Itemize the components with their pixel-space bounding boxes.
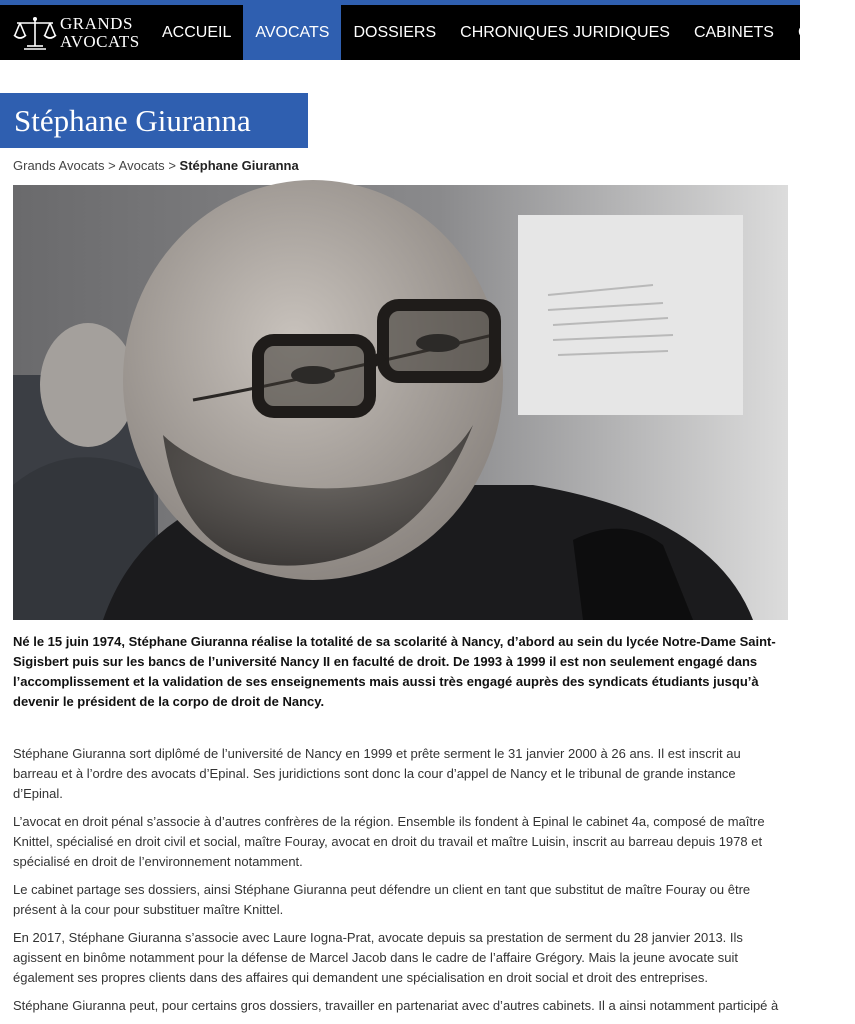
page-title: Stéphane Giuranna <box>14 103 251 138</box>
article-paragraph: Stéphane Giuranna sort diplômé de l’université de Nancy en 1999 et prête serment le 31 janvier 2000 à 26 ans. Il est inscrit au barreau et à l’ordre des avocats d’Epinal. Ses juridictions sont donc la cour d’appel de Nancy et le tribunal de grande instance d’Epinal. <box>13 746 741 801</box>
page-title-box <box>0 93 308 148</box>
breadcrumb <box>13 158 299 173</box>
nav-menu <box>150 5 855 60</box>
nav-item-accueil[interactable]: ACCUEIL <box>162 24 232 41</box>
article-paragraph: Le cabinet partage ses dossiers, ainsi Stéphane Giuranna peut défendre un client en tant que substitut de maître Fouray ou être présent à la cour pour substituer maître Knittel. <box>13 882 751 917</box>
scales-of-justice-icon <box>12 16 58 50</box>
breadcrumb-current: Stéphane Giuranna <box>179 158 299 173</box>
article-paragraph: Stéphane Giuranna peut, pour certains gros dossiers, travailler en partenariat avec d’autres cabinets. Il a ainsi notamment participé à <box>13 998 779 1013</box>
logo-line-1: GRANDS <box>60 14 133 33</box>
lawyer-portrait-photo <box>13 185 788 620</box>
nav-item-avocats[interactable]: AVOCATS <box>243 5 341 60</box>
article-paragraph: L’avocat en droit pénal s’associe à d’autres confrères de la région. Ensemble ils fondent à Epinal le cabinet 4a, composé de maître Knittel, spécialisé en droit civil et social, maître Fouray, avocat en droit du travail et maître Luisin, inscrit au barreau depuis 1978 et spécialisé en droit de l’environnement notamment. <box>13 814 765 869</box>
nav-item-dossiers[interactable]: DOSSIERS <box>353 24 437 41</box>
breadcrumb-section-link[interactable]: Avocats <box>118 158 165 173</box>
portrait-illustration <box>13 185 788 620</box>
main-navbar <box>0 5 844 60</box>
article-paragraph: En 2017, Stéphane Giuranna s’associe avec Laure Iogna-Prat, avocate depuis sa prestation de serment du 28 janvier 2013. Ils agissent en binôme notamment pour la défense de Marcel Jacob dans le cadre de l’affaire Grégory. Mais la jeune avocate suit également ses propres clients dans des affaires qui demandent une spécialisation en droit social et droit des entreprises. <box>13 930 743 985</box>
logo-line-2: AVOCATS <box>60 32 140 51</box>
logo-text <box>60 15 140 51</box>
breadcrumb-home-link[interactable]: Grands Avocats <box>13 158 105 173</box>
nav-item-cabinets[interactable]: CABINETS <box>693 24 774 41</box>
nav-item-contact[interactable]: CONT <box>797 24 844 41</box>
nav-item-chroniques-juridiques[interactable]: CHRONIQUES JURIDIQUES <box>460 24 670 41</box>
breadcrumb-separator: > <box>108 158 116 173</box>
breadcrumb-separator: > <box>168 158 176 173</box>
article-lead: Né le 15 juin 1974, Stéphane Giuranna réalise la totalité de sa scolarité à Nancy, d’abord au sein du lycée Notre-Dame Saint-Sigisbert puis sur les bancs de l’université Nancy II en faculté de droit. De 1993 à 1999 il est non seulement engagé dans l’accomplissement et la validation de ses enseignements mais aussi très engagé auprès des syndicats étudiants jusqu’à devenir le président de la corpo de droit de Nancy. <box>13 634 776 709</box>
site-logo[interactable] <box>12 14 142 52</box>
article-content <box>13 632 788 1024</box>
